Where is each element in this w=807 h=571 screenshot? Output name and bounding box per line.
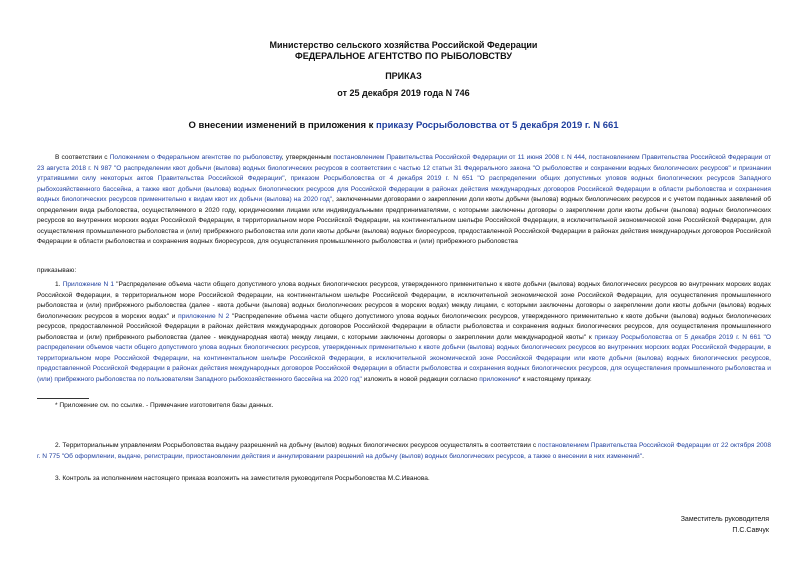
signature-block	[681, 514, 769, 536]
subject-text: О внесении изменений в приложения к	[188, 120, 377, 131]
item-1-text: "Распределение объема части общего допустимого улова водных биологических ресурсов, утвержденного применительно к квоте добычи (вылова) водных биологических ресурсов, предоставленной Российской Федерации в районах действия международных договоров Российской Федерации в области рыболовства и сохранения водных биологических ресурсов, для осуществления промышленного рыболовства и (или) прибрежного рыболовства (далее - международная квота) между лицами, с которыми заключены договоры о закреплении доли международной квоты" к	[37, 312, 771, 341]
preamble-text: ,	[284, 175, 291, 182]
item-1-text: "Распределение объема части общего допустимого улова водных биологических ресурсов, утвержденного применительно к квоте добычи (вылова) водных биологических ресурсов во внутренних морских водах Российской Федерации, в территориальном море Российской Федерации, на континентальном шельфе Российской Федерации, в исключительной экономической зоне Российской Федерации, для осуществления промышленного рыболовства и (или) прибрежного рыболовства (далее - квота добычи (вылова) водных биологических ресурсов в морских водах) между лицами, с которыми заключены договоры о закреплении доли квоты добычи (вылова) водных биологических ресурсов в морских водах" и	[37, 281, 771, 320]
preamble-text: , утвержденным	[281, 154, 334, 161]
appendix-link[interactable]: приложению	[479, 375, 519, 383]
document-subject	[0, 120, 807, 131]
item-2-paragraph	[37, 441, 771, 462]
signatory-name: П.С.Савчук	[732, 527, 769, 534]
signatory-title: Заместитель руководителя	[680, 516, 769, 523]
decree-775-link[interactable]: постановлением Правительства Российской Федерации от 22 октября 2008 г. N 775 "Об оформлении, выдаче, регистрации, приостановлении действия и аннулировании разрешений на добычу (вылов) водных биологических ресурсов, а также о внесении в них изменений"	[37, 442, 771, 460]
order-651-link[interactable]: приказом Росрыболовства от 4 декабря 2019 г. N 651 "О распределении общих допустимых уловов водных биологических ресурсов Западного рыбохозяйственного бассейна, а также квот добычи (вылова) водных биологических ресурсов для Российской Федерации в районах действия международных договоров Российской Федерации в области рыболовства и сохранения водных биологических ресурсов применительно к видам квот их добычи (вылова) на 2020 год"	[37, 175, 771, 203]
document-date-number: от 25 декабря 2019 года N 746	[337, 88, 470, 98]
item-1-text: 1.	[55, 281, 63, 288]
item-1-paragraph	[37, 280, 771, 385]
decree-987-link[interactable]: постановлением Правительства Российской Федерации от 23 августа 2018 г. N 987 "О распределении квот добычи (вылова) водных биологических ресурсов в соответствии с частью 12 статьи 31 Федерального закона "О рыболовстве и сохранении водных биологических ресурсов" и признании утратившими силу некоторых актов Правительства Российской Федерации"	[37, 154, 771, 182]
item-2-text: .	[642, 452, 644, 460]
order-661-link[interactable]: приказу Росрыболовства от 5 декабря 2019 г. N 661 "О распределении объемов части общего допустимого улова водных биологических ресурсов, утвержденных применительно к квоте добычи (вылова) водных биологических ресурсов во внутренних морских водах Российской Федерации, в территориальном море Российской Федерации, на континентальном шельфе Российской Федерации, в исключительной экономической зоне Российской Федерации или квоте добычи (вылова) водных биологических ресурсов, предоставленной Российской Федерации в районах действия международных договоров Российской Федерации в области рыболовства и сохранения водных биологических ресурсов, для осуществления промышленного рыболовства и (или) прибрежного рыболовства по пользователям Западного рыбохозяйственного бассейна на 2020 год"	[37, 333, 771, 383]
subject-order-link[interactable]: приказу Росрыболовства от 5 декабря 2019 г. N 661	[376, 120, 619, 131]
item-1-text: * к настоящему приказу.	[518, 375, 592, 383]
preamble-text: ,	[584, 154, 589, 161]
order-word: приказываю:	[37, 267, 77, 274]
regulation-link[interactable]: Положением о Федеральном агентстве по рыболовству	[109, 154, 282, 161]
agency-name: ФЕДЕРАЛЬНОЕ АГЕНТСТВО ПО РЫБОЛОВСТВУ	[295, 51, 512, 61]
decree-444-link[interactable]: постановлением Правительства Российской Федерации от 11 июня 2008 г. N 444	[333, 154, 585, 161]
document-type: ПРИКАЗ	[385, 71, 422, 81]
preamble-paragraph	[37, 153, 771, 248]
appendix-2-link[interactable]: приложение N 2	[178, 312, 230, 320]
item-2-text: 2. Территориальным управлениям Росрыболовства выдачу разрешений на добычу (вылов) водных биологических ресурсов осуществлять в соответствии с	[55, 442, 538, 449]
footnote-divider	[37, 398, 89, 399]
item-1-text: изложить в новой редакции согласно	[361, 375, 480, 383]
preamble-text: В соответствии с	[55, 154, 110, 161]
footnote: * Приложение см. по ссылке. - Примечание изготовителя базы данных.	[55, 402, 274, 409]
ministry-name: Министерство сельского хозяйства Российской Федерации	[269, 40, 538, 50]
item-3-paragraph: 3. Контроль за исполнением настоящего приказа возложить на заместителя руководителя Росрыболовства М.С.Иванова.	[55, 475, 430, 482]
preamble-text: , заключенными договорами о закреплении доли квоты добычи (вылова) водных биологических ресурсов и с учетом поданных заявлений об определении вида рыболовства, осуществляемого в 2020 году, юридическими лицами или индивидуальными предпринимателями, с которыми заключены договоры о закреплении доли квоты добычи (вылова) водных биологических ресурсов во внутренних морских водах Российской Федерации, в территориальном море Российской Федерации, на континентальном шельфе Российской Федерации, в исключительной экономической зоне Российской Федерации, для осуществления промышленного рыболовства и (или) прибрежного рыболовства или доли квоты добычи (вылова) водных биоресурсов, предоставленной Российской Федерации в районах действия международных договоров Российской Федерации в области рыболовства и сохранения водных биоресурсов, для осуществления промышленного рыболовства и (или) прибрежного рыболовства	[37, 196, 771, 245]
appendix-1-link[interactable]: Приложение N 1	[62, 281, 115, 288]
